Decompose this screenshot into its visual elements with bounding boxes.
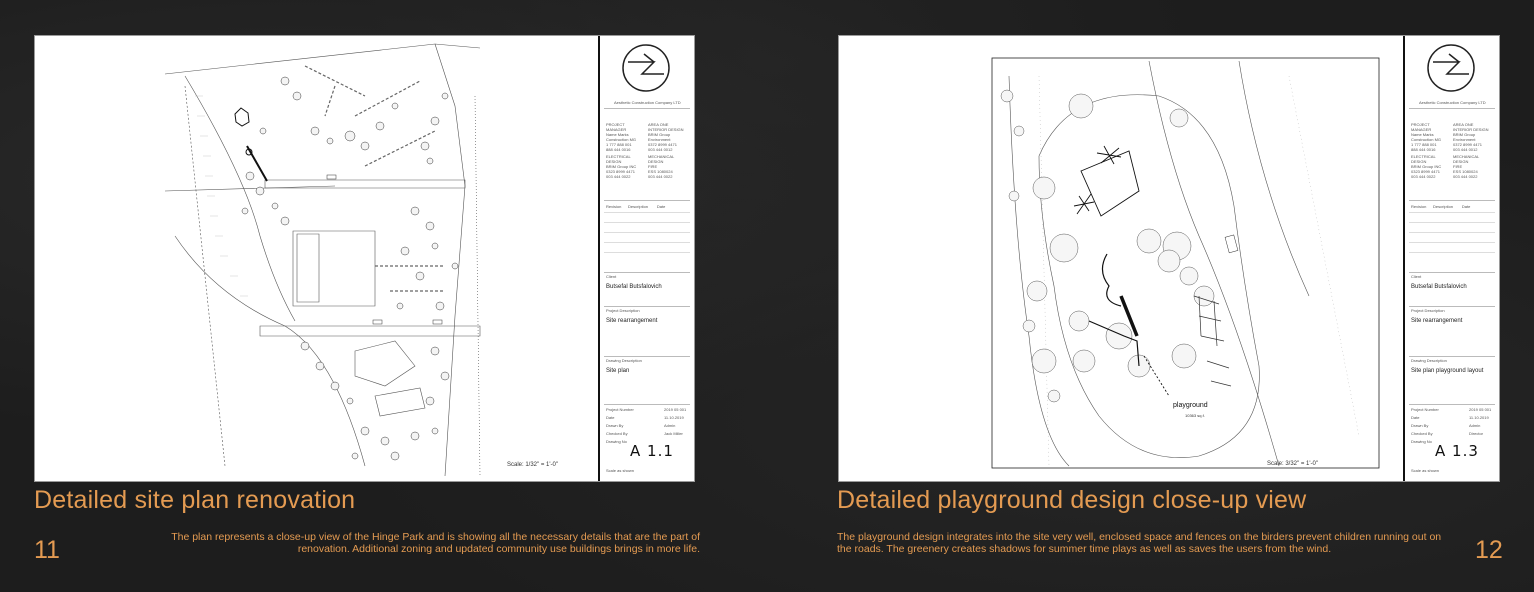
page-number: 12 xyxy=(1475,536,1503,564)
contact-block-1: PROJECT MANAGER Name Marks Construction MG 1 777 888 001 888 444 0016 xyxy=(606,122,637,152)
company-logo-icon xyxy=(620,42,672,94)
company-name: Aesthetic Construction Company LTD xyxy=(1419,100,1486,105)
drawing-description-label: Drawing Description xyxy=(606,358,642,363)
project-description-label: Project Description xyxy=(606,308,640,313)
page-description: The plan represents a close-up view of the Hinge Park and is showing all the necessary details that are the part of renovation. Additional zoning and updated community use buildings brings in more life. xyxy=(171,531,700,555)
playground-drawing-sheet xyxy=(838,35,1500,482)
sheet-number: A 1.3 xyxy=(1435,442,1479,460)
site-plan-drawing-sheet xyxy=(34,35,695,482)
drawing-description-label: Drawing Description xyxy=(1411,358,1447,363)
client-name: Butsefal Butsfalovich xyxy=(1411,284,1467,290)
page-description: The playground design integrates into the site very well, enclosed space and fences on the birders prevent children running out on the roads. The greenery creates shadows for summer time plays as well as saves the users from the wind. xyxy=(837,531,1442,555)
scale-note: Scale as shown xyxy=(1411,468,1440,473)
contact-block-3: ELECTRICAL DESIGN BRIM Group INC 0323 8999 4471 003 444 0022 xyxy=(606,154,637,179)
playground-label: playground xyxy=(1173,402,1208,409)
company-name: Aesthetic Construction Company LTD xyxy=(614,100,681,105)
page-title: Detailed playground design close-up view xyxy=(837,486,1307,514)
revision-header: Revision Description Date xyxy=(1411,204,1471,209)
sheet-number: A 1.1 xyxy=(630,442,674,460)
company-logo-icon xyxy=(1425,42,1477,94)
page-number: 11 xyxy=(34,536,60,564)
title-block xyxy=(1403,36,1499,481)
contact-block-4: MECHANICAL DESIGN FIRE ESS 1080024 003 444 0022 xyxy=(1453,154,1480,179)
tree-symbols xyxy=(242,77,458,460)
revision-header: Revision Description Date xyxy=(606,204,666,209)
site-plan-drawing xyxy=(35,36,598,481)
drawing-description: Site plan xyxy=(606,368,630,374)
client-label: Client xyxy=(1411,274,1422,279)
page-title: Detailed site plan renovation xyxy=(34,486,356,514)
tree-symbols xyxy=(1001,90,1214,402)
project-description-label: Project Description xyxy=(1411,308,1445,313)
contact-block-4: MECHANICAL DESIGN FIRE ESS 1080024 003 444 0022 xyxy=(648,154,675,179)
drawing-description: Site plan playground layout xyxy=(1411,368,1484,374)
playground-plan-drawing xyxy=(839,36,1403,481)
meta-values: 2019 05 001 11.10.2019 Admin Director xyxy=(1469,407,1492,436)
right-page xyxy=(767,0,1534,592)
meta-values: 2019 05 001 11.10.2019 Admin Jack Miller xyxy=(664,407,687,436)
client-name: Butsefal Butsfalovich xyxy=(606,284,662,290)
contact-block-2: AREA ONE INTERIOR DESIGN BRIM Group Environment 0372 8999 4471 003 444 0012 xyxy=(648,122,684,152)
contact-block-3: ELECTRICAL DESIGN BRIM Group INC 0323 8999 4471 003 444 0022 xyxy=(1411,154,1442,179)
project-description: Site rearrangement xyxy=(606,318,658,324)
drawing-scale: Scale: 3/32" = 1'-0" xyxy=(1267,461,1318,467)
drawing-scale: Scale: 1/32" = 1'-0" xyxy=(507,462,558,468)
meta-labels: Project Number Date Drawn By Checked By Drawing No xyxy=(606,407,634,444)
scale-note: Scale as shown xyxy=(606,468,635,473)
contact-block-2: AREA ONE INTERIOR DESIGN BRIM Group Environment 0372 8999 4471 003 444 0012 xyxy=(1453,122,1489,152)
playground-area: 10363 sq.f. xyxy=(1185,413,1205,418)
meta-labels: Project Number Date Drawn By Checked By Drawing No xyxy=(1411,407,1439,444)
title-block xyxy=(598,36,694,481)
client-label: Client xyxy=(606,274,617,279)
playground-structure-symbol xyxy=(235,108,267,181)
contact-block-1: PROJECT MANAGER Name Marks Construction MG 1 777 888 001 888 444 0016 xyxy=(1411,122,1442,152)
project-description: Site rearrangement xyxy=(1411,318,1463,324)
